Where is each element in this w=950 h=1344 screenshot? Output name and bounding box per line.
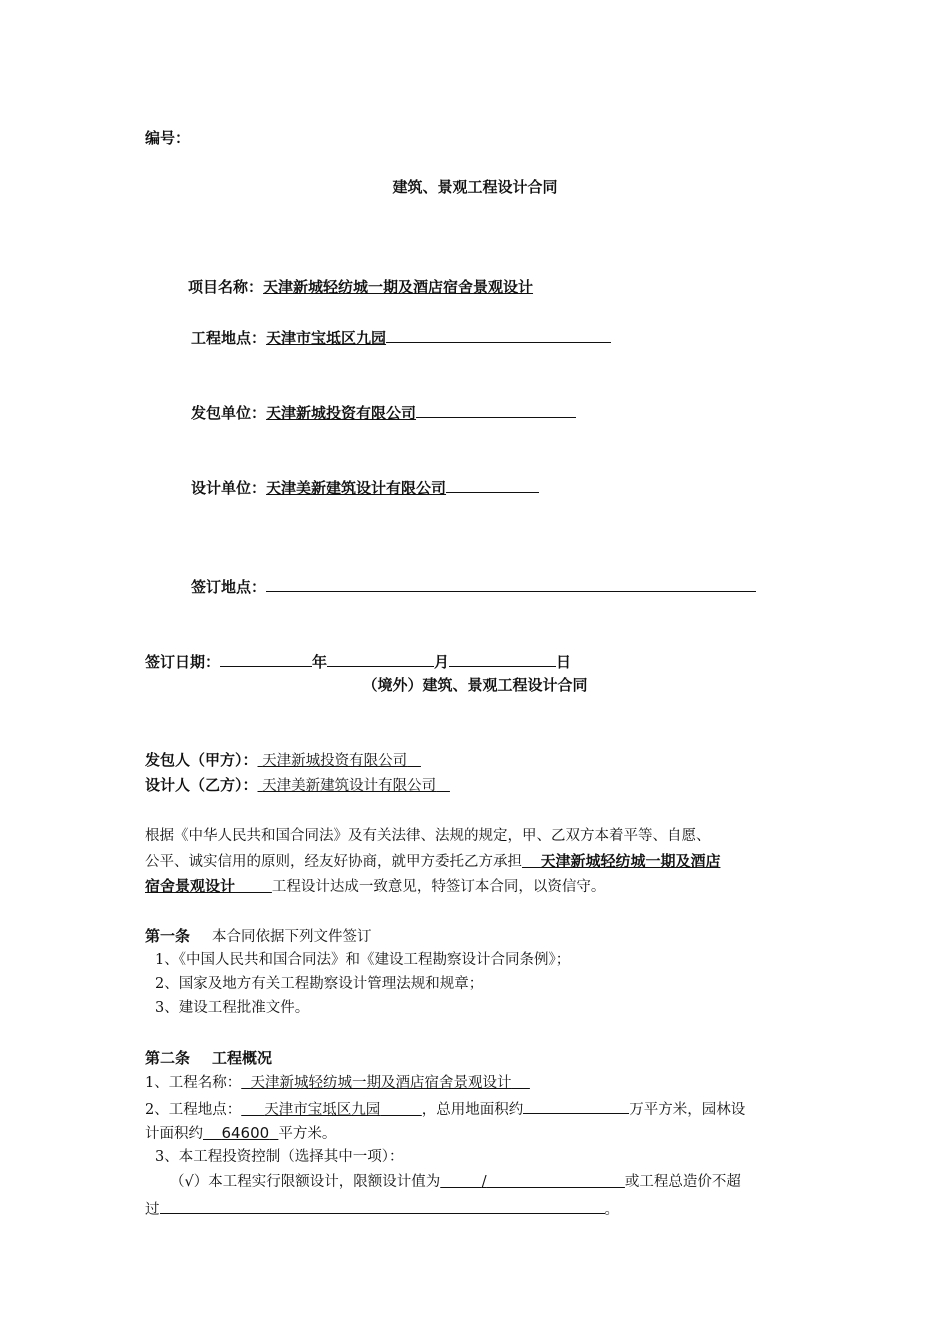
designer-value: 天津美新建筑设计有限公司 [266,479,447,497]
year-blank [220,649,312,667]
preamble-line-3: 宿舍景观设计 工程设计达成一致意见，特签订本合同，以资信守。 [145,877,606,895]
article-1-item-1: 1、《中国人民共和国合同法》和《建设工程勘察设计合同条例》； [155,952,571,968]
sign-place-row [191,574,756,599]
party-b-value: 天津美新建筑设计有限公司 [262,778,437,794]
sign-date-row [145,649,571,674]
article-2-label: 第二条 [145,1049,191,1067]
employer-row [191,400,576,425]
year-label: 年 [312,653,328,671]
project-name-row [188,275,533,299]
employer-label: 发包单位： [191,404,267,422]
employer-blank [416,400,576,418]
project-name-item: 1、工程名称： 天津新城轻纺城一期及酒店宿舍景观设计 [145,1071,530,1095]
project-name-item-value: 天津新城轻纺城一期及酒店宿舍景观设计 [250,1075,512,1091]
project-name-value: 天津新城轻纺城一期及酒店宿舍景观设计 [263,278,534,296]
total-cost-blank [160,1196,605,1214]
party-a-value: 天津新城投资有限公司 [262,753,408,769]
party-a-label: 发包人（甲方）： [145,751,258,769]
sign-place-blank [266,574,756,592]
party-a-row [145,748,421,773]
cover-title: 建筑、景观工程设计合同 [392,178,558,196]
preamble-line-2: 公平、诚实信用的原则，经友好协商，就甲方委托乙方承担 天津新城轻纺城一期及酒店 [145,852,721,870]
article-1-heading [145,924,372,949]
location-item-value: 天津市宝坻区九园 [264,1102,381,1118]
day-blank [449,649,556,667]
day-label: 日 [556,653,572,671]
article-2-title: 工程概况 [212,1049,273,1067]
month-blank [327,649,434,667]
sign-place-label: 签订地点： [191,578,267,596]
preamble-project-2: 宿舍景观设计 [145,877,236,895]
quota-value: / [481,1174,487,1190]
contract-number-label: 编号： [145,129,191,147]
article-1-item-3: 3、建设工程批准文件。 [155,1000,310,1016]
article-1-title: 本合同依据下列文件签订 [212,929,372,945]
contract-title: （境外）建筑、景观工程设计合同 [362,676,588,694]
designer-label: 设计单位： [191,479,267,497]
garden-area-value: 64600 [221,1124,270,1142]
article-1-label: 第一条 [145,927,191,945]
location-blank [386,325,611,343]
article-2-heading [145,1046,272,1070]
location-row [191,325,611,350]
designer-blank [446,475,539,493]
preamble-project-1: 天津新城轻纺城一期及酒店 [540,852,721,870]
total-cost-line: 过 。 [145,1196,619,1222]
party-b-row [145,773,450,798]
designer-row [191,475,539,500]
month-label: 月 [434,653,450,671]
sign-date-label: 签订日期： [145,653,221,671]
preamble-line-1: 根据《中华人民共和国合同法》及有关法律、法规的规定，甲、乙双方本着平等、自愿、 [145,828,711,844]
employer-value: 天津新城投资有限公司 [266,404,417,422]
party-b-label: 设计人（乙方）： [145,776,258,794]
project-name-label: 项目名称： [188,278,264,296]
location-value: 天津市宝坻区九园 [266,329,387,347]
article-1-item-2: 2、国家及地方有关工程勘察设计管理法规和规章； [155,976,484,992]
location-item: 2、工程地点： 天津市宝坻区九园 ，总用地面积约 万平方米，园林设 [145,1096,745,1122]
location-label: 工程地点： [191,329,267,347]
quota-design-option: （√）本工程实行限额设计，限额设计值为 / 或工程总造价不超 [170,1174,741,1190]
garden-area-item: 计面积约 64600 平方米。 [145,1124,337,1142]
land-area-blank [523,1096,629,1114]
investment-control-item: 3、本工程投资控制（选择其中一项）： [155,1149,404,1165]
